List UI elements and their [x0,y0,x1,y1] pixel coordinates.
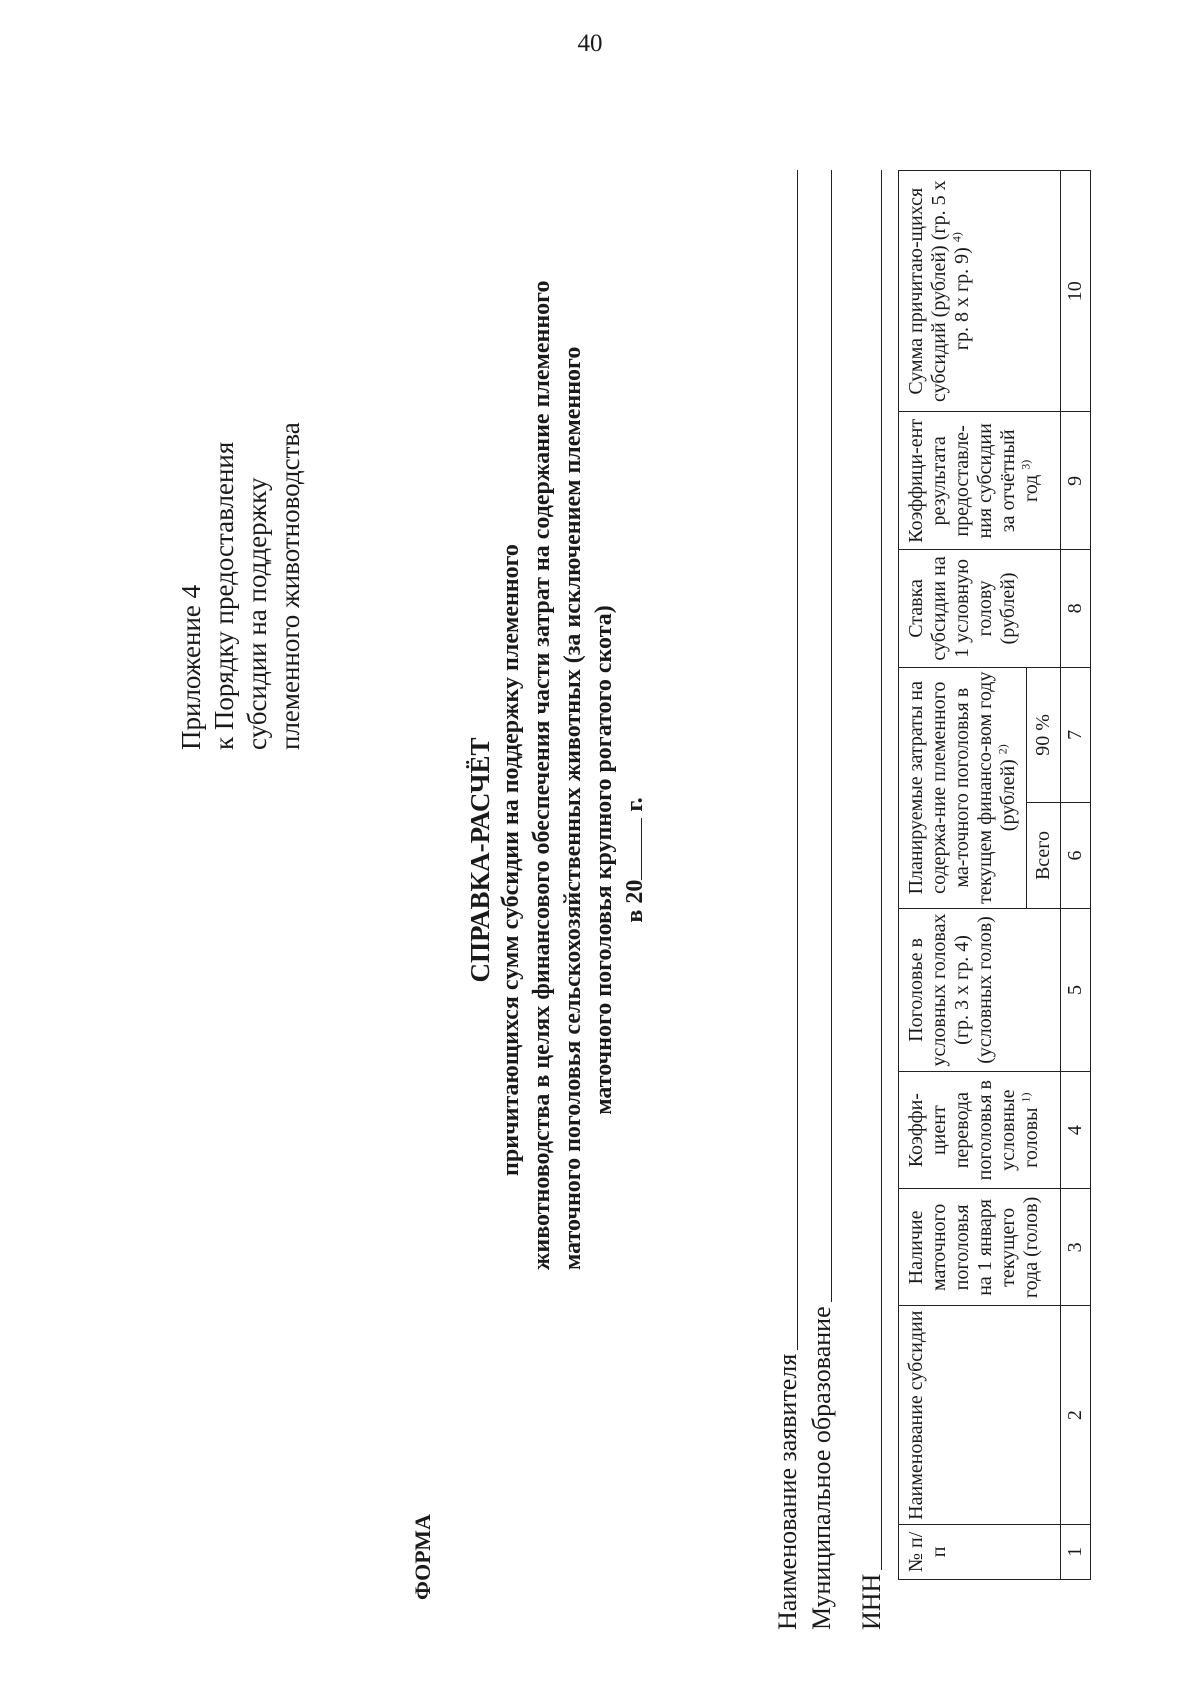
title-line-3: маточного поголовья сельскохозяйственных животных (за исключением племенного [560,346,586,1270]
header-conversion-coefficient-text: Коэффи-циент перевода поголовья в условные головы [905,1080,1042,1181]
header-breeding-stock: Наличие маточного поголовья на 1 января текущего года (голов) [899,1189,1061,1306]
header-subsidy-rate: Ставка субсидии на 1 условную голову (рублей) [899,550,1061,667]
municipality-blank-line[interactable] [831,170,832,1302]
header-planned-costs-text: Планируемые затраты на содержа-ние племенного ма-точного поголовья в текущем финансо-вом году (рублей) [905,671,1019,904]
document-title [465,280,651,1270]
header-number: № п/п [899,1524,1061,1579]
appendix-line-2: к Порядку предоставления [209,441,239,750]
inn-field[interactable] [857,170,887,1630]
column-number: 10 [1061,171,1091,412]
header-result-coefficient-text: Коэффици-ент результата предоставле-ния субсидии за отчётный год [905,418,1042,543]
title-line-2: животноводства в целях финансового обеспечения части затрат на содержание племенного [529,280,555,1270]
municipality-field[interactable] [807,170,837,1630]
inn-blank-line[interactable] [881,170,882,1570]
appendix-reference [175,330,307,750]
page-number: 40 [577,30,603,57]
column-number: 7 [1061,667,1091,803]
municipality-label: Муниципальное образование [807,1306,836,1630]
form-label: ФОРМА [410,1514,435,1600]
column-number: 1 [1061,1524,1091,1579]
column-number: 3 [1061,1189,1091,1306]
title-main: СПРАВКА-РАСЧЁТ [465,737,495,983]
year-line [620,450,651,1270]
header-subsidy-name: Наименование субсидии [899,1306,1061,1524]
header-conversion-coefficient [899,1072,1061,1189]
header-subsidy-amount [899,171,1061,412]
header-planned-costs [899,667,1027,908]
column-number: 2 [1061,1306,1091,1524]
applicant-name-field[interactable] [773,170,803,1630]
rotated-page-content [80,100,1130,1630]
column-number: 9 [1061,412,1091,550]
appendix-line-4: племенного животноводства [275,422,305,750]
column-number-row [1061,171,1091,1580]
calculation-table [898,170,1091,1580]
column-number: 4 [1061,1072,1091,1189]
year-prefix: в 20 [622,879,648,923]
column-number: 8 [1061,550,1091,667]
header-total: Всего [1027,803,1061,909]
footnote-3: 3) [1018,459,1033,470]
header-row [899,171,1027,1580]
header-result-coefficient [899,412,1061,550]
footnote-2: 2) [995,744,1010,755]
appendix-line-3: субсидии на поддержку [242,477,272,750]
title-line-1: причитающихся сумм субсидии на поддержку племенного [498,544,524,1176]
appendix-line-1: Приложение 4 [176,584,206,750]
year-blank[interactable] [641,818,642,880]
header-conditional-heads: Поголовье в условных головах (гр. 3 х гр. 4) (условных голов) [899,908,1061,1071]
footnote-1: 1) [1018,1092,1033,1103]
applicant-label: Наименование заявителя [773,1353,802,1630]
header-subsidy-amount-text: Сумма причитаю-щихся субсидий (рублей) (гр. 5 х гр. 8 х гр. 9) [905,180,973,402]
applicant-blank-line[interactable] [797,170,798,1350]
footnote-4: 4) [949,232,964,243]
title-line-4: маточного поголовья крупного рогатого скота) [591,605,617,1115]
year-suffix: г. [622,797,648,812]
column-number: 6 [1061,803,1091,909]
header-ninety-percent: 90 % [1027,667,1061,803]
inn-label: ИНН [857,1573,886,1630]
column-number: 5 [1061,908,1091,1071]
